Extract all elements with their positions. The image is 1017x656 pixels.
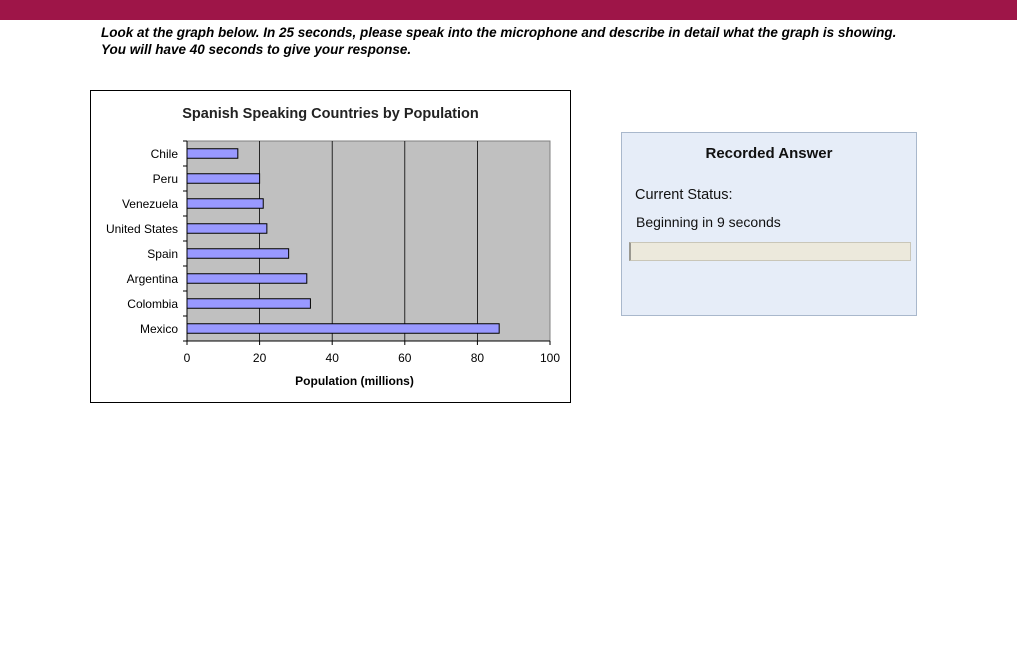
x-tick-label: 80 bbox=[470, 351, 485, 365]
x-tick-label: 0 bbox=[183, 351, 191, 365]
top-banner bbox=[0, 0, 1017, 20]
x-tick-label: 20 bbox=[252, 351, 267, 365]
bar-united-states bbox=[187, 224, 267, 234]
current-status-value: Beginning in 9 seconds bbox=[636, 214, 781, 230]
chart-frame bbox=[90, 90, 571, 403]
chart-title: Spanish Speaking Countries by Population bbox=[182, 106, 479, 122]
y-tick-label: Peru bbox=[152, 172, 178, 186]
recorded-answer-panel bbox=[621, 132, 917, 316]
bar-argentina bbox=[187, 274, 307, 284]
instructions-text: Look at the graph below. In 25 seconds, please speak into the microphone and describe in detail what the graph is showing. You will have 40 seconds to give your response. bbox=[101, 25, 897, 57]
bar-peru bbox=[187, 174, 260, 184]
current-status-label: Current Status: bbox=[635, 187, 733, 203]
x-tick-label: 60 bbox=[398, 351, 412, 365]
y-tick-label: Colombia bbox=[127, 297, 178, 311]
y-tick-label: Venezuela bbox=[121, 197, 178, 211]
plot-area bbox=[187, 141, 550, 341]
x-axis-label: Population (millions) bbox=[295, 374, 414, 388]
population-bar-chart bbox=[91, 91, 570, 402]
x-tick-label: 40 bbox=[325, 351, 339, 365]
y-tick-label: United States bbox=[105, 222, 178, 236]
bar-venezuela bbox=[187, 199, 263, 209]
y-tick-label: Spain bbox=[147, 247, 178, 261]
recording-progress-bar bbox=[629, 242, 911, 261]
y-tick-label: Chile bbox=[150, 147, 178, 161]
bar-colombia bbox=[187, 299, 310, 309]
bar-mexico bbox=[187, 324, 499, 334]
recorded-answer-title: Recorded Answer bbox=[705, 145, 833, 162]
bar-spain bbox=[187, 249, 289, 259]
y-tick-label: Argentina bbox=[126, 272, 178, 286]
x-tick-label: 100 bbox=[539, 351, 561, 365]
bar-chile bbox=[187, 149, 238, 159]
y-tick-label: Mexico bbox=[139, 322, 178, 336]
